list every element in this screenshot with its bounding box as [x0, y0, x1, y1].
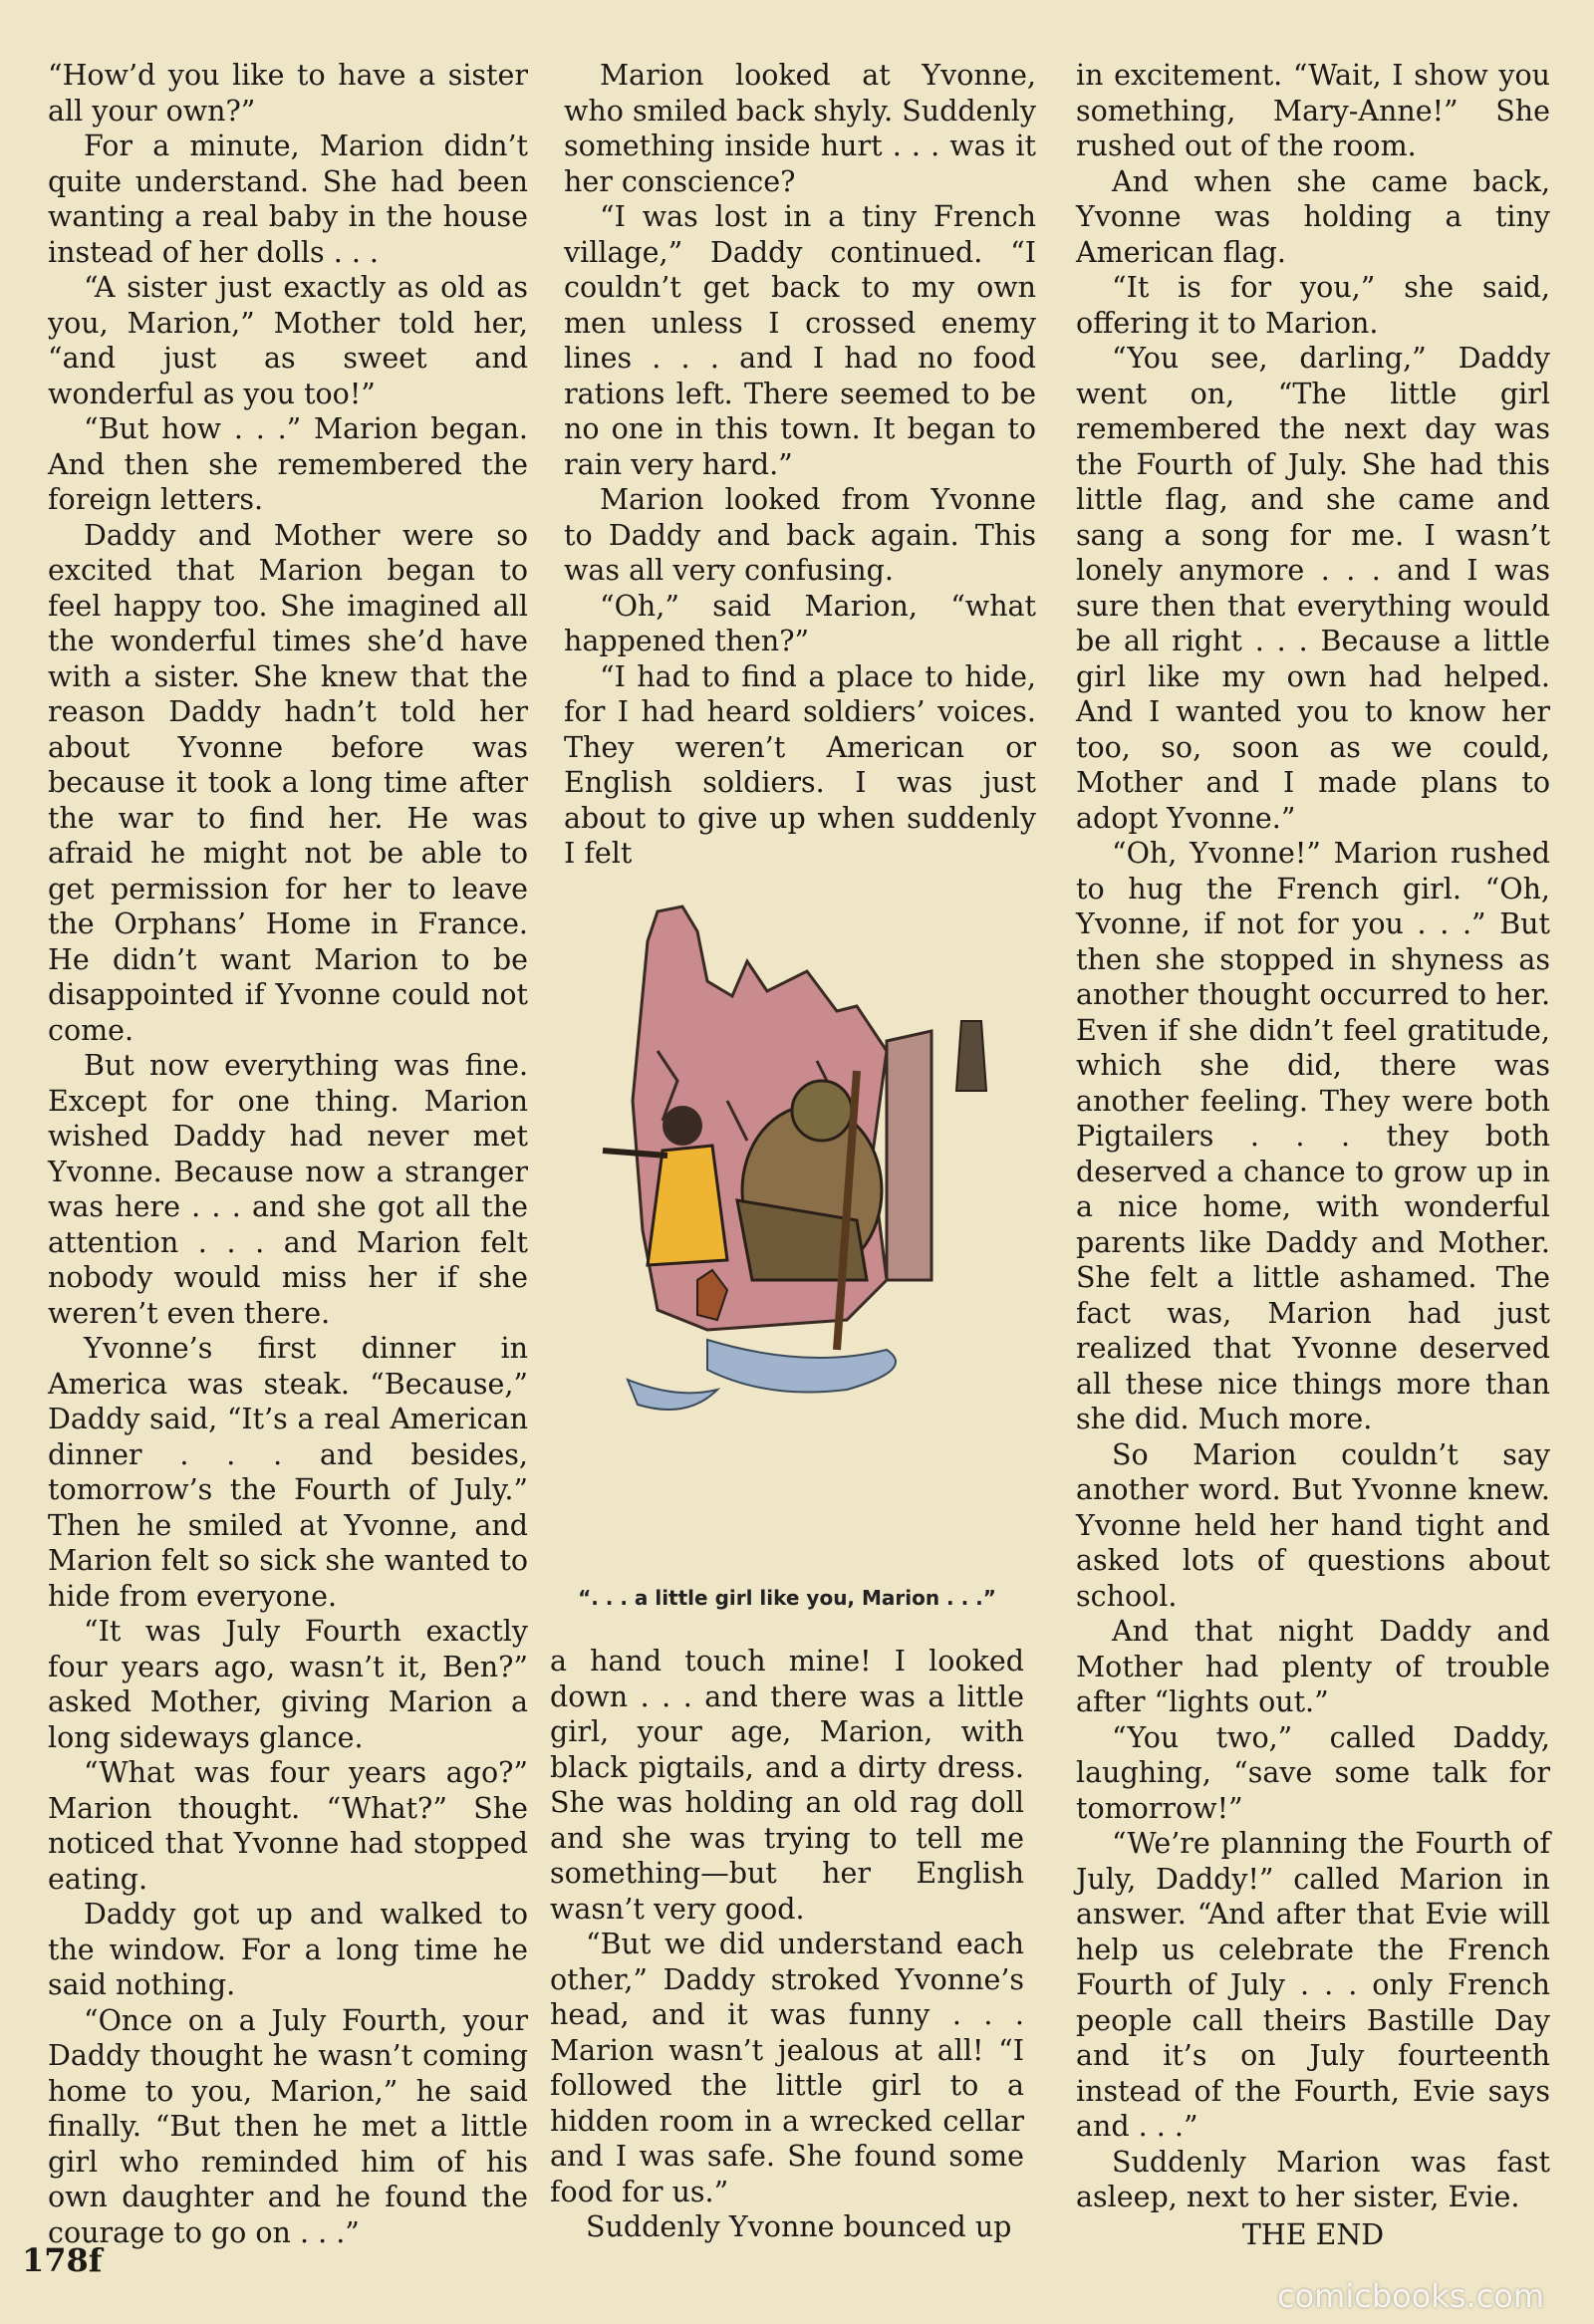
- paragraph: Marion looked at Yvonne, who smiled back shyly. Suddenly something inside hurt . . . was it her conscience?: [564, 59, 1036, 198]
- rain-puddle: [628, 1380, 717, 1410]
- soldier-and-girl-illustration: [588, 902, 1026, 1454]
- the-end-label: THE END: [1241, 2217, 1385, 2251]
- paragraph: “You two,” called Daddy, laughing, “save some talk for tomorrow!”: [1076, 1720, 1550, 1825]
- illustration-caption: “. . . a little girl like you, Marion . . .”: [578, 1586, 996, 1610]
- paragraph: “Oh, Yvonne!” Marion rushed to hug the French girl. “Oh, Yvonne, if not for you . . .” But then she stopped in shyness as another thought occurred to her. Even if she didn’t feel gratitude, which she did, there was another feeling. They were both Pigtailers . . . they both deserved a chance to grow up in a nice home, with wonderful parents like Daddy and Mother. She felt a little ashamed. The fact was, Marion had just realized that Yvonne deserved all these nice things more than she did. Much more.: [1076, 837, 1550, 1435]
- paragraph: Daddy and Mother were so excited that Marion began to feel happy too. She imagined all the wonderful times she’d have with a sister. She knew that the reason Daddy hadn’t told her about Yvonne before was because it took a long time after the war to find her. He was afraid he might not be able to get permission for her to leave the Orphans’ Home in France. He didn’t want Marion to be disappointed if Yvonne could not come.: [48, 518, 528, 1047]
- paragraph: Daddy got up and walked to the window. For a long time he said nothing.: [48, 1898, 528, 2001]
- paragraph: “But how . . .” Marion began. And then she remembered the foreign letters.: [48, 412, 528, 516]
- paragraph: “I had to find a place to hide, for I had heard soldiers’ voices. They weren’t American or English soldiers. I was just about to give up when suddenly I felt: [564, 659, 1036, 870]
- rain-puddle: [707, 1340, 896, 1393]
- paragraph: “How’d you like to have a sister all your own?”: [48, 59, 528, 128]
- doorway: [887, 1031, 931, 1280]
- paragraph: “What was four years ago?” Marion thought. “What?” She noticed that Yvonne had stopped eating.: [48, 1756, 528, 1896]
- page-number: 178f: [22, 2241, 103, 2279]
- paragraph: a hand touch mine! I looked down . . . and there was a little girl, your age, Marion, with black pigtails, and a dirty dress. She was holding an old rag doll and she was trying to tell me something—but her English wasn’t very good.: [550, 1645, 1024, 1926]
- paragraph: “But we did understand each other,” Daddy stroked Yvonne’s head, and it was funny . . . Marion wasn’t jealous at all! “I followed the little girl to a hidden room in a wrecked cellar and I was safe. She found some food for us.”: [550, 1928, 1024, 2208]
- text-column-right: [1076, 58, 1550, 2252]
- paragraph: Suddenly Yvonne bounced up: [586, 2210, 1012, 2243]
- paragraph: “It was July Fourth exactly four years ago, wasn’t it, Ben?” asked Mother, giving Marion a long sideways glance.: [48, 1615, 528, 1754]
- paragraph: “A sister just exactly as old as you, Marion,” Mother told her, “and just as sweet and wonderful as you too!”: [48, 271, 528, 410]
- paragraph: And when she came back, Yvonne was holding a tiny American flag.: [1076, 164, 1550, 269]
- paragraph: Yvonne’s first dinner in America was steak. “Because,” Daddy said, “It’s a real American dinner . . . and besides, tomorrow’s the Fourth of July.” Then he smiled at Yvonne, and Marion felt so sick she wanted to hide from everyone.: [48, 1332, 528, 1613]
- distant-enemy-soldier: [956, 1021, 986, 1091]
- paragraph: Suddenly Marion was fast asleep, next to her sister, Evie.: [1076, 2145, 1550, 2213]
- text-column-left: [48, 58, 528, 2250]
- girl-head: [663, 1106, 702, 1146]
- paragraph: And that night Daddy and Mother had plenty of trouble after “lights out.”: [1076, 1615, 1550, 1718]
- paragraph: “We’re planning the Fourth of July, Daddy!” called Marion in answer. “And after that Evie will help us celebrate the French Fourth of July . . . only French people call theirs Bastille Day and it’s on July fourteenth instead of the Fourth, Evie says and . . .”: [1076, 1827, 1550, 2143]
- paragraph: “Once on a July Fourth, your Daddy thought he wasn’t coming home to you, Marion,” he said finally. “But then he met a little girl who reminded him of his own daughter and he found the courage to go on . . .”: [48, 2003, 528, 2249]
- paragraph: But now everything was fine. Except for one thing. Marion wished Daddy had never met Yvonne. Because now a stranger was here . . . and she got all the attention . . . and Marion felt nobody would miss her if she weren’t even there.: [48, 1049, 528, 1330]
- paragraph: “Oh,” said Marion, “what happened then?”: [564, 589, 1036, 657]
- paragraph: “I was lost in a tiny French village,” Daddy continued. “I couldn’t get back to my own men unless I crossed enemy lines . . . and I had no food rations left. There seemed to be no one in this town. It began to rain very hard.”: [564, 200, 1036, 481]
- text-column-middle-bottom: [550, 1644, 1024, 2245]
- paragraph: in excitement. “Wait, I show you something, Mary-Anne!” She rushed out of the room.: [1076, 59, 1550, 162]
- girl-dress: [648, 1146, 727, 1265]
- soldier-helmet: [792, 1081, 852, 1141]
- paragraph: For a minute, Marion didn’t quite understand. She had been wanting a real baby in the house instead of her dolls . . .: [48, 129, 528, 269]
- watermark: comicbooks.com: [1277, 2277, 1545, 2315]
- paragraph: “You see, darling,” Daddy went on, “The little girl remembered the next day was the Fourth of July. She had this little flag, and she came and sang a song for me. I wasn’t lonely anymore . . . and I was sure then that everything would be all right . . . Because a little girl like my own had helped. And I wanted you to know her too, so, soon as we could, Mother and I made plans to adopt Yvonne.”: [1076, 342, 1550, 835]
- paragraph: “It is for you,” she said, offering it to Marion.: [1076, 271, 1550, 340]
- paragraph: So Marion couldn’t say another word. But Yvonne knew. Yvonne held her hand tight and asked lots of questions about school.: [1076, 1437, 1550, 1613]
- text-column-middle-top: [564, 58, 1036, 872]
- paragraph: Marion looked from Yvonne to Daddy and back again. This was all very confusing.: [564, 483, 1036, 587]
